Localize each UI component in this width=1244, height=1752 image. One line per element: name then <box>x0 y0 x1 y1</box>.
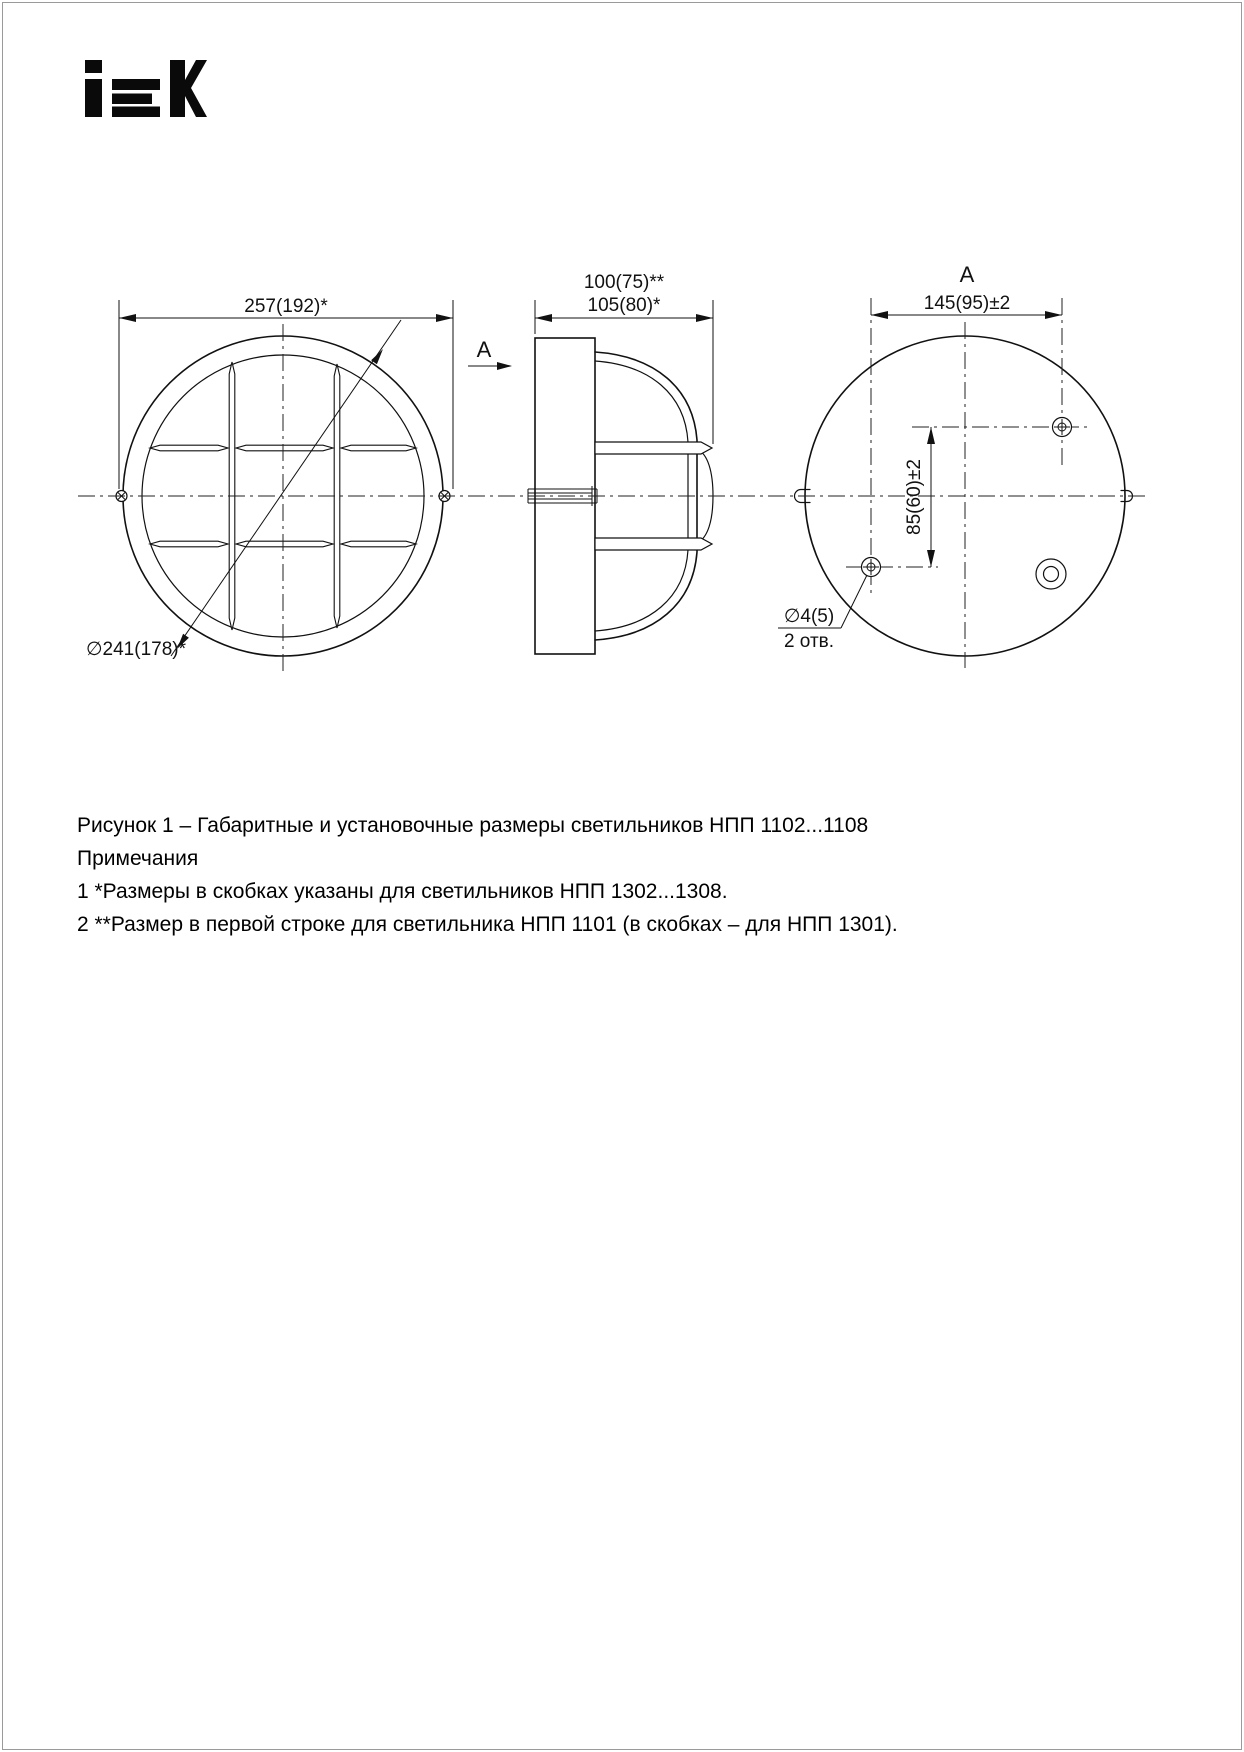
front-diameter-leader <box>86 320 401 660</box>
rear-view-title: A <box>959 262 975 287</box>
figure-caption <box>77 809 898 941</box>
caption-note-1: 1 *Размеры в скобках указаны для светильников НПП 1302...1308. <box>77 880 728 903</box>
rear-dimension-vertical <box>904 427 935 567</box>
view-direction-arrow <box>468 337 512 370</box>
caption-note-2: 2 **Размер в первой строке для светильника НПП 1101 (в скобках – для НПП 1301). <box>77 913 898 936</box>
view-direction-label: A <box>476 337 492 362</box>
front-diameter-label: ∅241(178)* <box>86 639 187 660</box>
side-view <box>468 272 713 654</box>
rear-dim-horizontal-label: 145(95)±2 <box>923 293 1011 314</box>
rear-hole-count-label: 2 отв. <box>783 631 835 652</box>
rear-hole-dia-label: ∅4(5) <box>783 606 835 627</box>
front-dim-width-label: 257(192)* <box>244 296 328 317</box>
side-dimension-depth <box>535 272 713 444</box>
front-view <box>86 296 453 672</box>
rear-view <box>778 262 1133 668</box>
technical-drawing <box>0 0 1244 760</box>
rear-centerlines <box>846 298 1090 668</box>
rear-cable-entry <box>1036 559 1066 589</box>
rear-mounting-hole-upper <box>1053 418 1072 437</box>
front-dimension-width <box>119 296 453 489</box>
rear-hole-callout <box>778 575 867 652</box>
caption-title: Рисунок 1 – Габаритные и установочные размеры светильников НПП 1102...1108 <box>77 814 869 837</box>
rear-dim-vertical-label: 85(60)±2 <box>904 459 925 535</box>
side-dim-depth-label-1: 100(75)** <box>583 272 665 293</box>
side-dim-depth-label-2: 105(80)* <box>587 295 661 316</box>
rear-dimension-horizontal <box>871 293 1062 319</box>
rear-mounting-hole-lower <box>862 558 881 577</box>
caption-notes-heading: Примечания <box>77 847 199 870</box>
